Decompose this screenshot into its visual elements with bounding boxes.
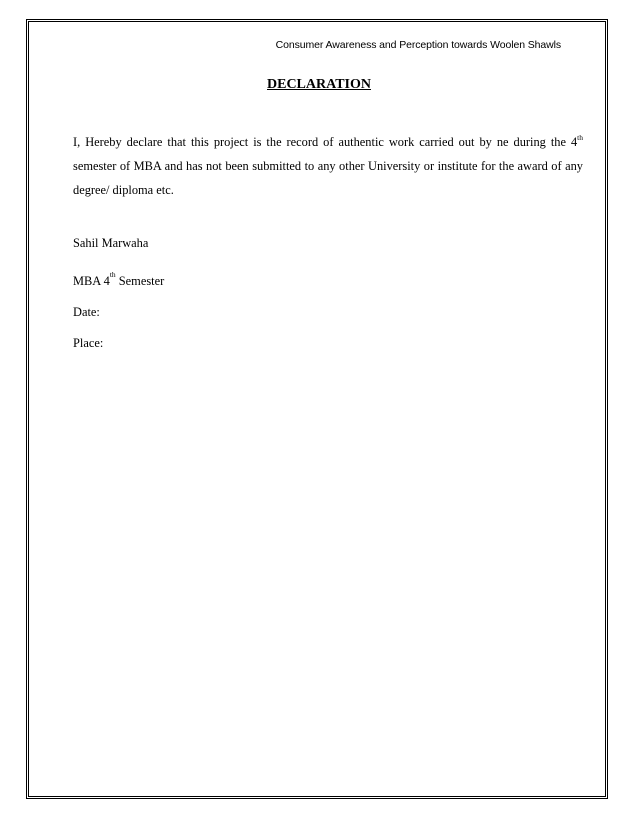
program-suffix: Semester [115, 274, 165, 288]
page-title-text: DECLARATION [267, 77, 371, 92]
signatory-name: Sahil Marwaha [73, 236, 149, 250]
running-header: Consumer Awareness and Perception towards Woolen Shawls [275, 39, 561, 51]
declaration-text-part2: semester of MBA and has not been submitted to any other University or institute for the award of any degree/ diploma etc. [73, 159, 583, 197]
declaration-text-part1: I, Hereby declare that this project is the record of authentic work carried out by ne during the 4 [73, 135, 578, 149]
declaration-paragraph [73, 130, 583, 202]
program-line [73, 270, 165, 289]
declaration-superscript: th [577, 133, 583, 142]
place-label: Place: [73, 336, 104, 350]
program-prefix: MBA 4 [73, 274, 110, 288]
program-superscript: th [109, 270, 116, 279]
date-label: Date: [73, 305, 100, 319]
page-title [0, 77, 638, 93]
